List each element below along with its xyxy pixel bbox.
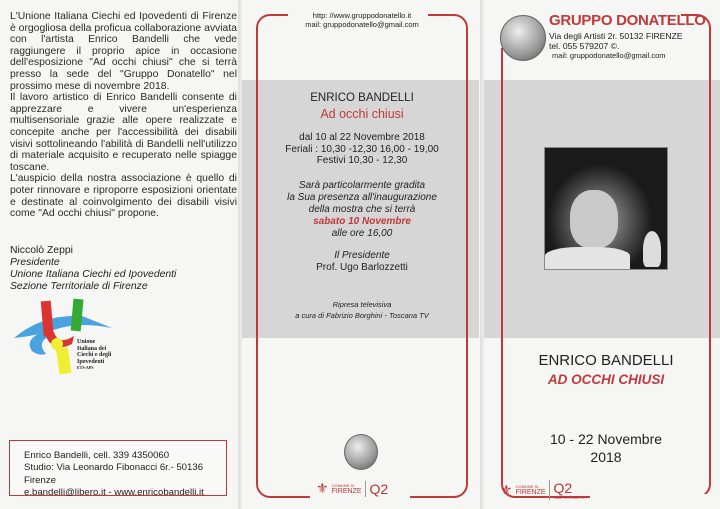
- q2-logo: Q2: [553, 480, 573, 496]
- uici-logo-text: Unione Italiana dei Ciechi e degli Ipovedenti ETS-APS: [77, 339, 112, 371]
- intro-text: [10, 11, 237, 220]
- contact-phone: Enrico Bandelli, cell. 339 4350060: [24, 450, 170, 461]
- paragraph: L'Unione Italiana Ciechi ed Ipovedenti di Firenze è orgogliosa della proficua collaborazione avviata con l'artista Enrico Bandelli che vede raggiungere il proprio apice in occasione dell'esposizione "Ad occhi chiusi" che si terrà presso la sede del "Gruppo Donatello" nel prossimo mese di novembre 2018.: [10, 11, 238, 92]
- tv-line: Ripresa televisiva: [332, 299, 392, 309]
- exhibition-title: AD OCCHI CHIUSI: [547, 372, 665, 387]
- donatello-coin-icon: [344, 434, 378, 470]
- org-address: Via degli Artisti 2r. 50132 FIRENZE: [549, 31, 683, 41]
- year: 2018: [590, 449, 622, 465]
- invite-line: la Sua presenza all'inaugurazione: [287, 191, 437, 203]
- inauguration-date: sabato 10 Novembre: [313, 216, 411, 228]
- weekday-hours: Feriali : 10,30 -12,30 16,00 - 19,00: [285, 143, 439, 155]
- comune-firenze-logo: ⚜ COMUNE DI FIRENZE Q2 CAMPO DI MARTE: [500, 480, 584, 500]
- president-label: Il Presidente: [334, 249, 390, 261]
- org-email: mail: gruppodonatello@gmail.com: [552, 51, 666, 60]
- signer-role: Presidente: [10, 257, 60, 268]
- signer-org: Unione Italiana Ciechi ed Ipovedenti: [10, 269, 177, 280]
- paragraph: Il lavoro artistico di Enrico Bandelli consente di apprezzare e vivere un'esperienza multisensoriale grazie alle opere realizzate e concepite anche per l'accessibilità dei disabili visivi sottolineando l'abilità di Bandelli nell'utilizzo di materiale acquisito e recuperato nelle spiagge toscane.: [10, 92, 237, 173]
- exhibition-title: Ad occhi chiusi: [320, 107, 404, 121]
- holiday-hours: Festivi 10,30 - 12,30: [316, 155, 408, 166]
- contact-web: e.bandelli@libero.it - www.enricobandelli.it: [24, 486, 204, 498]
- q2-logo: Q2: [365, 481, 389, 497]
- exhibition-dates: dal 10 al 22 Novembre 2018: [299, 132, 425, 143]
- invitation: [256, 92, 468, 321]
- paragraph: L'auspicio della nostra associazione è quello di poter rinnovare e riproporre esposizioni orientate e destinate al coinvolgimento dei disabili visivi come "Ad occhi chiusi" propone.: [10, 173, 237, 220]
- artist-name: ENRICO BANDELLI: [538, 352, 674, 369]
- artist-photo: [544, 147, 668, 270]
- inauguration-time: alle ore 16,00: [331, 228, 393, 240]
- contact-box: [9, 440, 227, 496]
- president-name: Prof. Ugo Barlozzetti: [316, 261, 408, 273]
- tv-line: a cura di Fabrizio Borghini - Toscana TV: [295, 310, 429, 320]
- cover-title: [501, 352, 711, 387]
- website: http: //www.gruppodonatello.it: [312, 11, 412, 20]
- invite-line: Sarà particolarmente gradita: [298, 179, 426, 191]
- artist-name: ENRICO BANDELLI: [310, 92, 414, 104]
- org-phone: tel. 055 579207 ©.: [549, 41, 620, 51]
- middle-header: [256, 11, 468, 29]
- signer-section: Sezione Territoriale di Firenze: [10, 281, 148, 292]
- invite-line: della mostra che si terrà: [308, 203, 416, 215]
- comune-firenze-logo: ⚜ COMUNE DI FIRENZE Q2: [316, 480, 389, 497]
- contact-studio: Studio: Via Leonardo Fibonacci 6r.- 50136 Firenze: [24, 462, 204, 486]
- date-range: 10 - 22 Novembre: [549, 431, 663, 447]
- signature: [10, 245, 176, 293]
- cover-dates: [501, 430, 711, 466]
- signer-name: Niccolò Zeppi: [10, 245, 73, 256]
- donatello-coin-icon: [500, 15, 546, 61]
- org-name: GRUPPO DONATELLO: [549, 12, 706, 29]
- email: mail: gruppodonatello@gmail.com: [305, 20, 419, 29]
- org-header: [549, 12, 706, 61]
